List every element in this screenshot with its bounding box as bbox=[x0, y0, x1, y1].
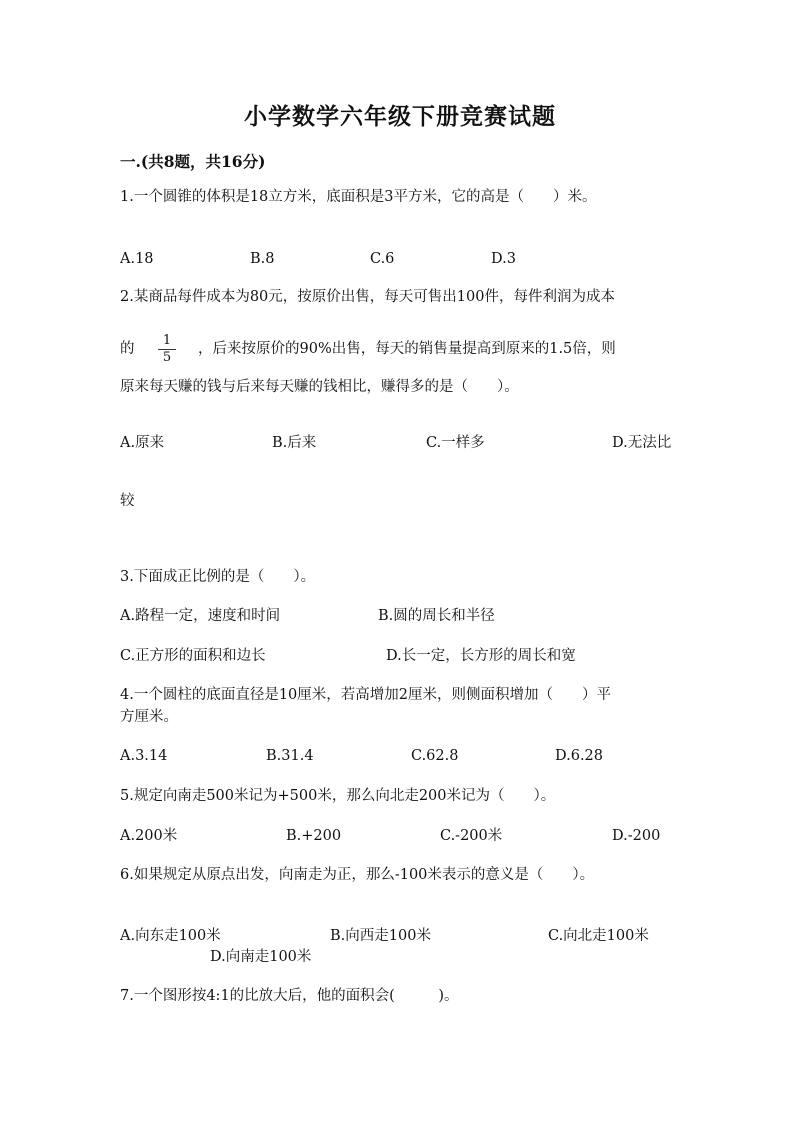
question-4-option-d: D.6.28 bbox=[555, 748, 604, 764]
fraction-denominator: 5 bbox=[162, 350, 172, 365]
question-6-option-b: B.向西走100米 bbox=[330, 928, 431, 944]
question-5-option-c: C.-200米 bbox=[440, 828, 503, 844]
page-title: 小学数学六年级下册竞赛试题 bbox=[244, 103, 556, 130]
question-1-option-b: B.8 bbox=[250, 251, 275, 267]
question-1-option-c: C.6 bbox=[370, 251, 395, 267]
question-1-option-d: D.3 bbox=[491, 251, 516, 267]
question-2-line-2-prefix: 的 bbox=[120, 341, 135, 357]
question-6-stem: 6.如果规定从原点出发，向南走为正，那么-100米表示的意义是（ ）。 bbox=[120, 867, 595, 883]
question-3-option-a: A.路程一定，速度和时间 bbox=[120, 608, 281, 624]
question-1-stem: 1.一个圆锥的体积是18立方米，底面积是3平方米，它的高是（ ）米。 bbox=[120, 189, 597, 205]
question-2-option-d-continued: 较 bbox=[120, 493, 135, 509]
fraction-numerator: 1 bbox=[158, 334, 176, 350]
question-4-option-a: A.3.14 bbox=[120, 748, 168, 764]
question-4-line-1: 4.一个圆柱的底面直径是10厘米，若高增加2厘米，则侧面积增加（ ）平 bbox=[120, 687, 612, 703]
question-3-option-b: B.圆的周长和半径 bbox=[378, 608, 495, 624]
question-2-line-3: 原来每天赚的钱与后来每天赚的钱相比，赚得多的是（ ）。 bbox=[120, 379, 519, 395]
question-2-option-d: D.无法比 bbox=[612, 435, 672, 451]
question-5-option-d: D.-200 bbox=[612, 828, 661, 844]
question-2-option-c: C.一样多 bbox=[426, 435, 485, 451]
question-6-option-a: A.向东走100米 bbox=[120, 928, 221, 944]
question-5-stem: 5.规定向南走500米记为+500米，那么向北走200米记为（ ）。 bbox=[120, 788, 556, 804]
question-2-line-2: ，后来按原价的90%出售，每天的销售量提高到原来的1.5倍，则 bbox=[198, 341, 616, 357]
question-7-stem: 7.一个图形按4:1的比放大后，他的面积会( )。 bbox=[120, 988, 459, 1004]
question-4-option-b: B.31.4 bbox=[266, 748, 314, 764]
question-5-option-b: B.+200 bbox=[286, 828, 342, 844]
question-6-option-c: C.向北走100米 bbox=[548, 928, 649, 944]
question-6-option-d: D.向南走100米 bbox=[210, 949, 312, 965]
question-3-option-d: D.长一定，长方形的周长和宽 bbox=[386, 648, 576, 664]
question-2-option-a: A.原来 bbox=[120, 435, 165, 451]
section-heading: 一.(共8题，共16分) bbox=[120, 152, 266, 171]
question-2-option-b: B.后来 bbox=[272, 435, 317, 451]
question-3-option-c: C.正方形的面积和边长 bbox=[120, 648, 266, 664]
question-3-stem: 3.下面成正比例的是（ ）。 bbox=[120, 569, 316, 585]
question-4-option-c: C.62.8 bbox=[411, 748, 459, 764]
question-2-line-1: 2.某商品每件成本为80元，按原价出售，每天可售出100件，每件利润为成本 bbox=[120, 289, 615, 305]
fraction-one-fifth bbox=[158, 334, 176, 365]
question-4-line-2: 方厘米。 bbox=[120, 709, 178, 725]
question-5-option-a: A.200米 bbox=[120, 828, 178, 844]
question-1-option-a: A.18 bbox=[120, 251, 154, 267]
